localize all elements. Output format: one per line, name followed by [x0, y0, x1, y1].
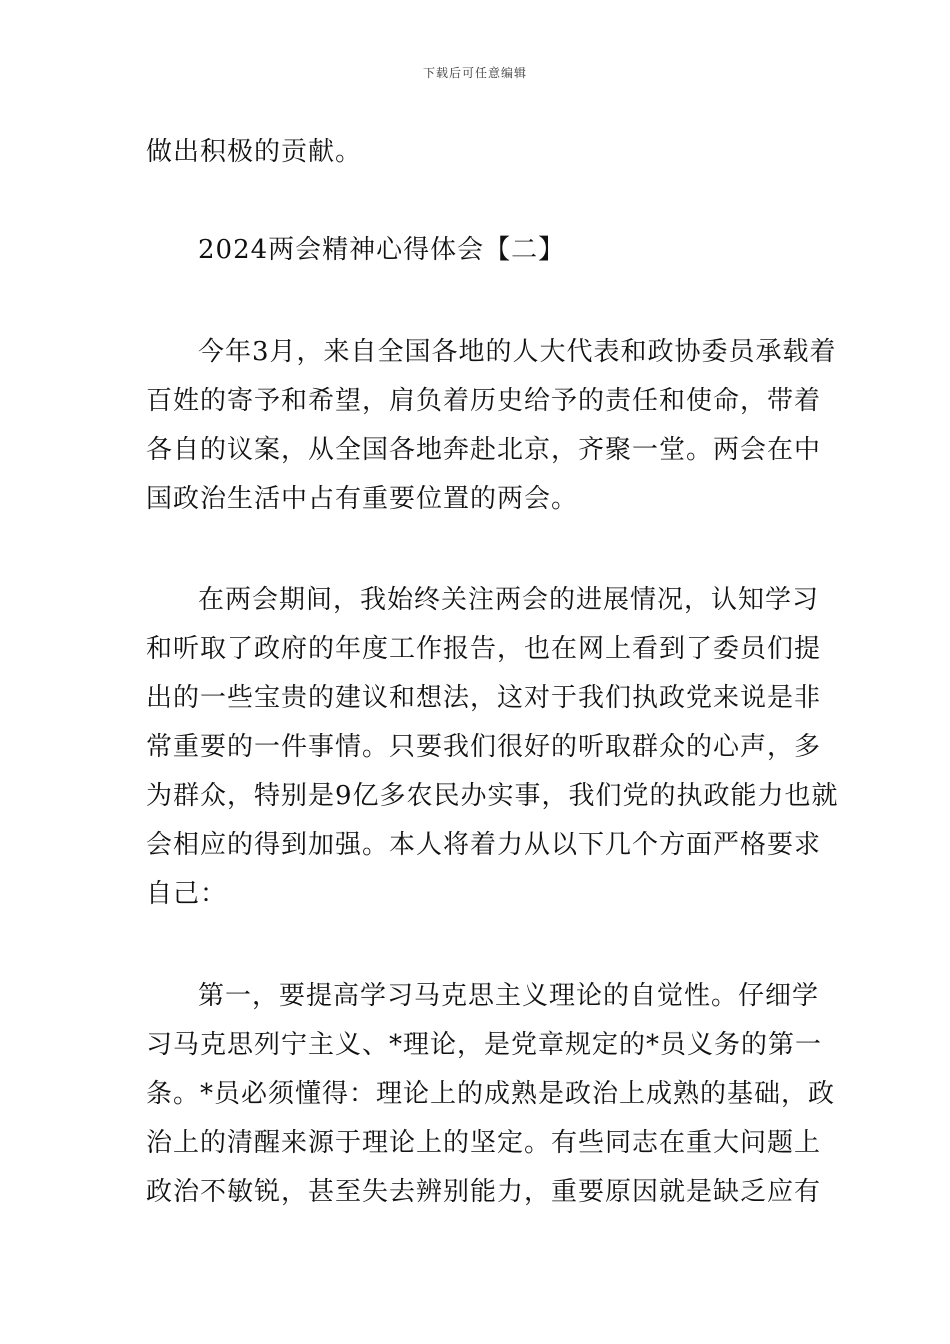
continuation-line: 做出积极的贡献。 [146, 137, 363, 167]
paragraph-line: 国政治生活中占有重要位置的两会。 [146, 484, 579, 514]
header-note: 下载后可任意编辑 [422, 66, 527, 80]
paragraph-line: 常重要的一件事情。只要我们很好的听取群众的心声，多 [146, 732, 822, 762]
paragraph-line: 治上的清醒来源于理论上的坚定。有些同志在重大问题上 [146, 1128, 822, 1158]
section-heading: 2024两会精神心得体会【二】 [198, 235, 566, 265]
paragraph-line: 各自的议案，从全国各地奔赴北京，齐聚一堂。两会在中 [146, 435, 822, 465]
paragraph-line: 习马克思列宁主义、*理论，是党章规定的*员义务的第一 [146, 1030, 823, 1060]
paragraph-line: 百姓的寄予和希望，肩负着历史给予的责任和使命，带着 [146, 386, 822, 416]
paragraph-line: 政治不敏锐，甚至失去辨别能力，重要原因就是缺乏应有 [146, 1177, 822, 1207]
paragraph-line: 会相应的得到加强。本人将着力从以下几个方面严格要求 [146, 830, 822, 860]
paragraph-line: 今年3月，来自全国各地的人大代表和政协委员承载着 [198, 337, 837, 367]
paragraph-line: 第一，要提高学习马克思主义理论的自觉性。仔细学 [198, 981, 820, 1011]
paragraph-line: 自己： [146, 879, 228, 909]
paragraph-line: 为群众，特别是9亿多农民办实事，我们党的执政能力也就 [146, 781, 839, 811]
paragraph-line: 出的一些宝贵的建议和想法，这对于我们执政党来说是非 [146, 683, 822, 713]
paragraph-line: 在两会期间，我始终关注两会的进展情况，认知学习 [198, 585, 820, 615]
paragraph-line: 条。*员必须懂得：理论上的成熟是政治上成熟的基础，政 [146, 1079, 836, 1109]
paragraph-line: 和听取了政府的年度工作报告，也在网上看到了委员们提 [146, 634, 822, 664]
